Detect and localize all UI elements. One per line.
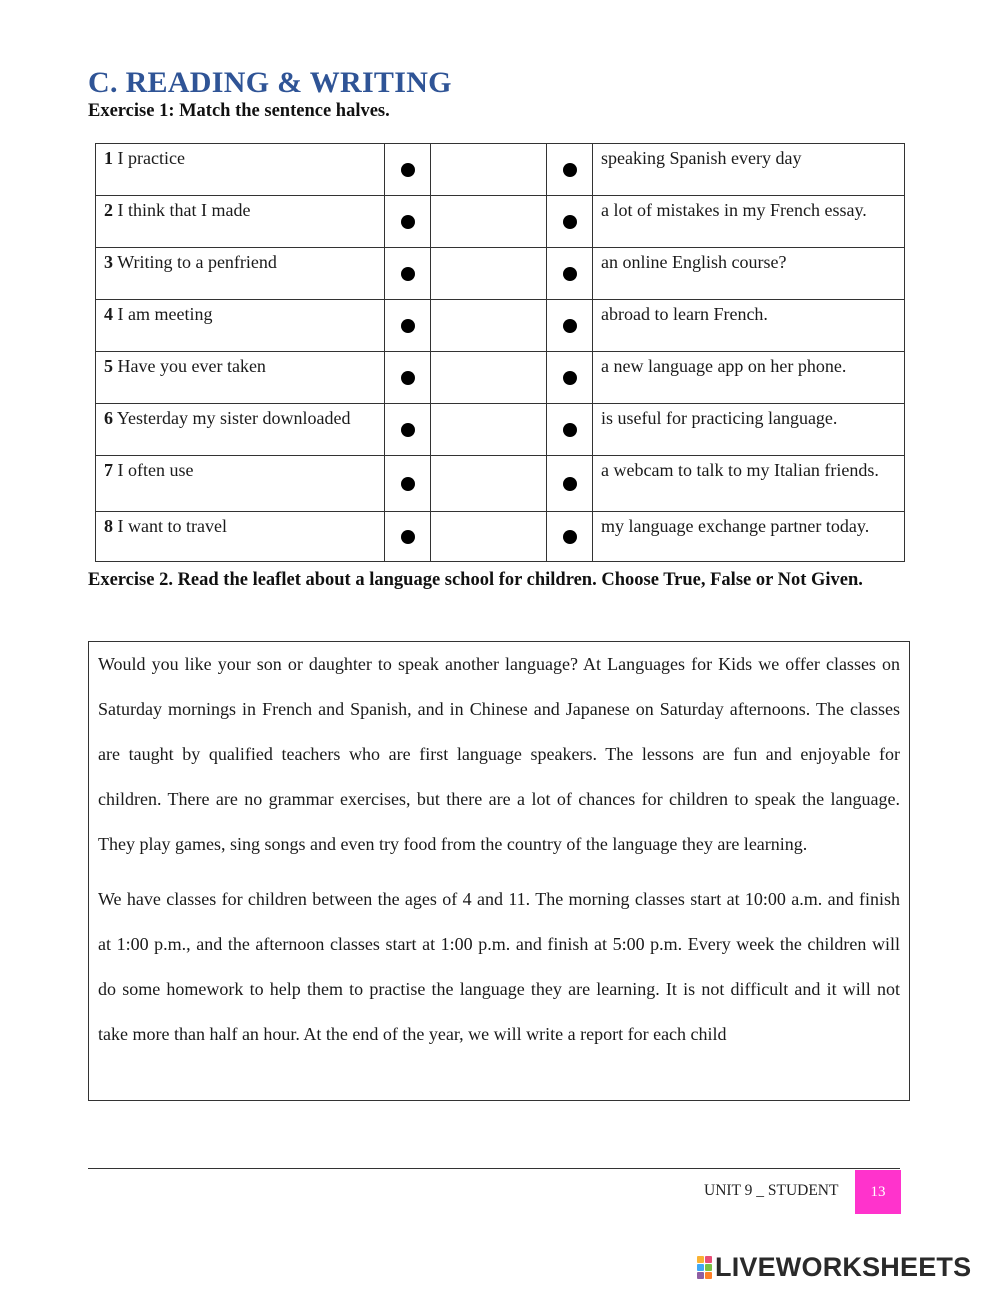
left-match-dot-cell xyxy=(385,144,431,196)
right-match-dot[interactable] xyxy=(563,477,577,491)
match-line-area[interactable] xyxy=(431,144,547,196)
right-match-dot-cell xyxy=(547,144,593,196)
sentence-end-text: is useful for practicing language. xyxy=(601,408,838,428)
match-row xyxy=(96,404,905,456)
item-number: 1 xyxy=(104,148,113,168)
sentence-start-cell xyxy=(96,144,385,196)
sentence-start-text: I want to travel xyxy=(117,516,227,536)
match-line-area[interactable] xyxy=(431,404,547,456)
footer-unit-label: UNIT 9 _ STUDENT xyxy=(704,1182,839,1199)
right-match-dot-cell xyxy=(547,512,593,562)
sentence-start-cell xyxy=(96,248,385,300)
sentence-start-text: Yesterday my sister downloaded xyxy=(116,408,351,428)
right-match-dot-cell xyxy=(547,404,593,456)
match-row xyxy=(96,300,905,352)
sentence-start-text: I often use xyxy=(117,460,194,480)
match-row xyxy=(96,248,905,300)
left-match-dot-cell xyxy=(385,300,431,352)
sentence-start-text: Writing to a penfriend xyxy=(117,252,277,272)
section-title: C. READING & WRITING xyxy=(88,66,452,99)
item-number: 8 xyxy=(104,516,113,536)
passage-paragraph: We have classes for children between the ages of 4 and 11. The morning classes start at 10:00 a.m. and finish at 1:00 p.m., and the afternoon classes start at 1:00 p.m. and finish at 5:00 p.m. Every week the children will do some homework to help them to practise the language they are learning. It is not difficult and it will not take more than half an hour. At the end of the year, we will write a report for each child xyxy=(98,889,900,1044)
sentence-end-cell xyxy=(593,404,905,456)
left-match-dot[interactable] xyxy=(401,423,415,437)
match-row xyxy=(96,512,905,562)
sentence-start-cell xyxy=(96,196,385,248)
match-line-area[interactable] xyxy=(431,248,547,300)
sentence-start-text: I think that I made xyxy=(117,200,251,220)
item-number: 3 xyxy=(104,252,113,272)
match-line-area[interactable] xyxy=(431,456,547,512)
item-number: 7 xyxy=(104,460,113,480)
left-match-dot-cell xyxy=(385,456,431,512)
sentence-start-cell xyxy=(96,300,385,352)
left-match-dot[interactable] xyxy=(401,477,415,491)
liveworksheets-logo-icon xyxy=(697,1256,712,1279)
match-row xyxy=(96,352,905,404)
sentence-end-text: speaking Spanish every day xyxy=(601,148,802,168)
sentence-end-text: an online English course? xyxy=(601,252,787,272)
exercise-1-title: Exercise 1: Match the sentence halves. xyxy=(88,101,390,121)
right-match-dot[interactable] xyxy=(563,267,577,281)
footer-divider xyxy=(88,1168,900,1169)
match-line-area[interactable] xyxy=(431,352,547,404)
match-table xyxy=(95,143,905,562)
left-match-dot-cell xyxy=(385,196,431,248)
sentence-end-cell xyxy=(593,456,905,512)
sentence-start-cell xyxy=(96,512,385,562)
item-number: 5 xyxy=(104,356,113,376)
sentence-end-cell xyxy=(593,512,905,562)
match-row xyxy=(96,456,905,512)
leaflet-passage xyxy=(88,641,910,1101)
right-match-dot[interactable] xyxy=(563,423,577,437)
exercise-2-title: Exercise 2. Read the leaflet about a language school for children. Choose True, False or Not Given. xyxy=(88,570,863,590)
sentence-start-text: I practice xyxy=(117,148,185,168)
left-match-dot-cell xyxy=(385,512,431,562)
right-match-dot-cell xyxy=(547,248,593,300)
sentence-end-text: abroad to learn French. xyxy=(601,304,768,324)
sentence-start-cell xyxy=(96,404,385,456)
passage-paragraph: Would you like your son or daughter to speak another language? At Languages for Kids we offer classes on Saturday mornings in French and Spanish, and in Chinese and Japanese on Saturday afternoons. The classes are taught by qualified teachers who are first language speakers. The lessons are fun and enjoyable for children. There are no grammar exercises, but there are a lot of chances for children to speak the language. They play games, sing songs and even try food from the country of the language they are learning. xyxy=(98,654,900,854)
left-match-dot[interactable] xyxy=(401,319,415,333)
match-row xyxy=(96,144,905,196)
sentence-end-cell xyxy=(593,196,905,248)
liveworksheets-brand xyxy=(697,1252,971,1282)
item-number: 2 xyxy=(104,200,113,220)
left-match-dot[interactable] xyxy=(401,530,415,544)
left-match-dot-cell xyxy=(385,352,431,404)
match-line-area[interactable] xyxy=(431,300,547,352)
right-match-dot[interactable] xyxy=(563,163,577,177)
sentence-end-cell xyxy=(593,352,905,404)
right-match-dot-cell xyxy=(547,352,593,404)
sentence-end-text: a new language app on her phone. xyxy=(601,356,847,376)
left-match-dot[interactable] xyxy=(401,371,415,385)
item-number: 6 xyxy=(104,408,113,428)
left-match-dot[interactable] xyxy=(401,215,415,229)
match-row xyxy=(96,196,905,248)
sentence-start-cell xyxy=(96,456,385,512)
right-match-dot-cell xyxy=(547,196,593,248)
left-match-dot-cell xyxy=(385,248,431,300)
sentence-end-cell xyxy=(593,300,905,352)
brand-name: LIVEWORKSHEETS xyxy=(715,1251,972,1282)
match-line-area[interactable] xyxy=(431,196,547,248)
left-match-dot[interactable] xyxy=(401,267,415,281)
sentence-end-text: a webcam to talk to my Italian friends. xyxy=(601,460,879,480)
right-match-dot-cell xyxy=(547,300,593,352)
sentence-end-cell xyxy=(593,248,905,300)
right-match-dot-cell xyxy=(547,456,593,512)
sentence-end-text: my language exchange partner today. xyxy=(601,516,870,536)
right-match-dot[interactable] xyxy=(563,371,577,385)
match-line-area[interactable] xyxy=(431,512,547,562)
sentence-start-cell xyxy=(96,352,385,404)
page-number-badge: 13 xyxy=(855,1170,901,1214)
right-match-dot[interactable] xyxy=(563,530,577,544)
left-match-dot[interactable] xyxy=(401,163,415,177)
sentence-start-text: I am meeting xyxy=(117,304,213,324)
right-match-dot[interactable] xyxy=(563,319,577,333)
right-match-dot[interactable] xyxy=(563,215,577,229)
sentence-start-text: Have you ever taken xyxy=(117,356,266,376)
sentence-end-text: a lot of mistakes in my French essay. xyxy=(601,200,867,220)
left-match-dot-cell xyxy=(385,404,431,456)
sentence-end-cell xyxy=(593,144,905,196)
item-number: 4 xyxy=(104,304,113,324)
